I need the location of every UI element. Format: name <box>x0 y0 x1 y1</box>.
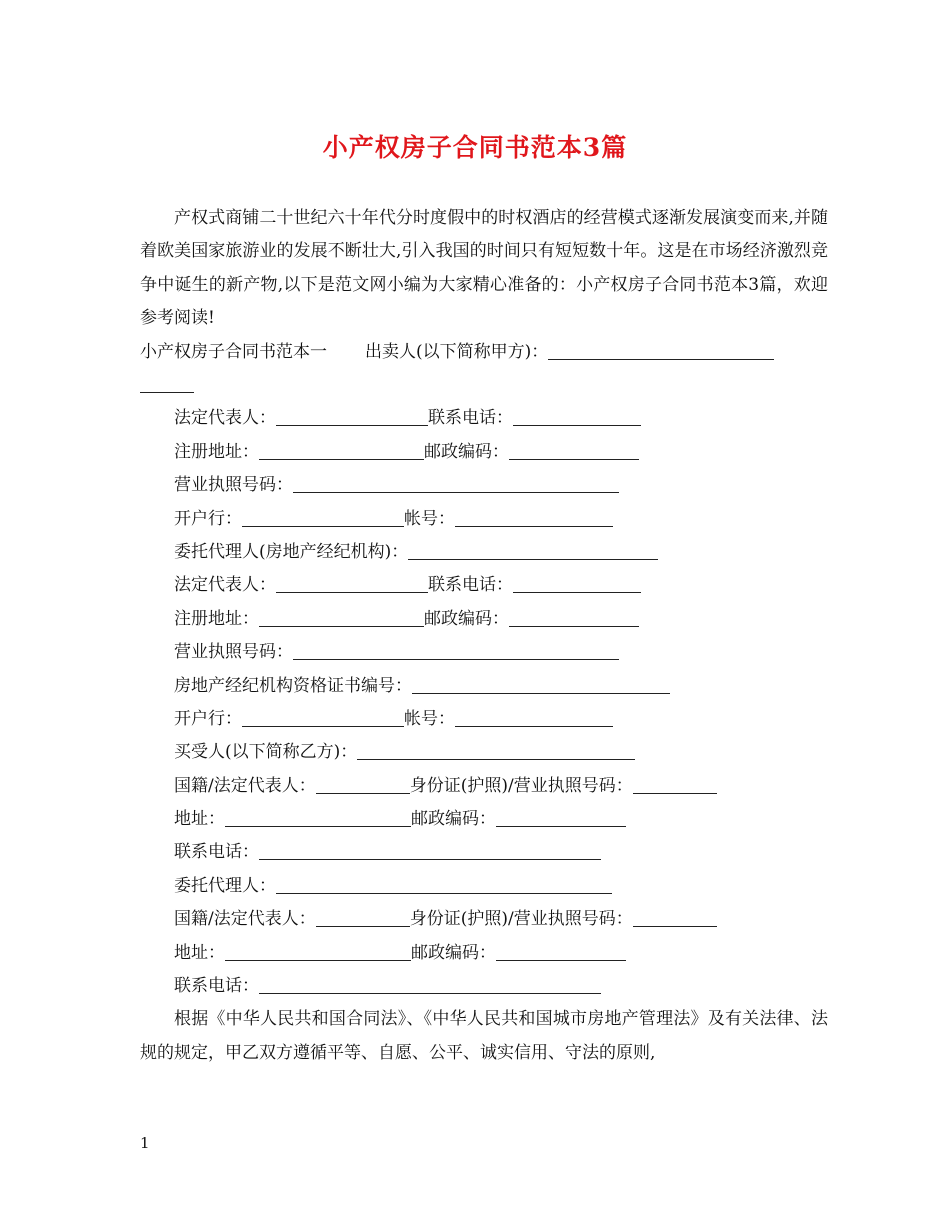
postcode-label: 邮政编码： <box>411 942 496 963</box>
phone-blank[interactable] <box>259 973 601 994</box>
seller-blank-continued[interactable] <box>140 372 194 393</box>
account-label: 帐号： <box>404 708 455 729</box>
account-blank[interactable] <box>455 706 613 727</box>
legal-rep-label: 法定代表人： <box>174 408 276 429</box>
id-no-label: 身份证(护照)/营业执照号码： <box>409 775 633 796</box>
address-label: 地址： <box>174 809 225 830</box>
nationality-rep-label: 国籍/法定代表人： <box>174 775 316 796</box>
seller-row <box>140 336 828 369</box>
phone-blank[interactable] <box>513 572 641 593</box>
buyer-agent-address-row <box>140 937 828 970</box>
postcode-label: 邮政编码： <box>411 809 496 830</box>
agent-org-label: 委托代理人(房地产经纪机构)： <box>174 541 409 562</box>
postcode-blank[interactable] <box>496 940 626 961</box>
seller-blank[interactable] <box>548 339 774 360</box>
buyer-phone-row <box>140 836 828 869</box>
bank-blank[interactable] <box>242 706 404 727</box>
account-label: 帐号： <box>404 508 455 529</box>
phone-blank[interactable] <box>513 405 641 426</box>
buyer-nationality-row <box>140 770 828 803</box>
bank-blank[interactable] <box>242 506 404 527</box>
seller-reg-address-row <box>140 436 828 469</box>
account-blank[interactable] <box>455 506 613 527</box>
buyer-agent-row <box>140 870 828 903</box>
postcode-blank[interactable] <box>509 439 639 460</box>
legal-rep-label: 法定代表人： <box>174 575 276 596</box>
phone-label: 联系电话： <box>174 976 259 997</box>
agent-cert-label: 房地产经纪机构资格证书编号： <box>174 675 412 696</box>
agent-label: 委托代理人： <box>174 875 276 896</box>
bank-label: 开户行： <box>174 708 242 729</box>
id-no-blank[interactable] <box>633 906 717 927</box>
address-blank[interactable] <box>225 940 411 961</box>
intro-paragraph: 产权式商铺二十世纪六十年代分时度假中的时权酒店的经营模式逐渐发展演变而来,并随着欧美国家旅游业的发展不断壮大,引入我国的时间只有短短数十年。这是在市场经济激烈竞争中诞生的新产物,以下是范文网小编为大家精心准备的：小产权房子合同书范本3篇，欢迎参考阅读! <box>140 208 828 329</box>
postcode-blank[interactable] <box>496 806 626 827</box>
seller-legal-rep-row <box>140 402 828 435</box>
address-blank[interactable] <box>225 806 411 827</box>
license-label: 营业执照号码： <box>174 642 293 663</box>
agent-cert-blank[interactable] <box>412 673 670 694</box>
nationality-rep-blank[interactable] <box>316 773 410 794</box>
postcode-label: 邮政编码： <box>424 608 509 629</box>
bank-label: 开户行： <box>174 508 242 529</box>
reg-address-label: 注册地址： <box>174 441 259 462</box>
agent-reg-address-row <box>140 603 828 636</box>
agent-bank-row <box>140 703 828 736</box>
id-no-label: 身份证(护照)/营业执照号码： <box>409 909 633 930</box>
reg-address-blank[interactable] <box>259 439 424 460</box>
reg-address-blank[interactable] <box>259 606 424 627</box>
seller-bank-row <box>140 503 828 536</box>
phone-blank[interactable] <box>259 839 601 860</box>
buyer-row <box>140 736 828 769</box>
legal-rep-blank[interactable] <box>276 405 428 426</box>
buyer-agent-nationality-row <box>140 903 828 936</box>
postcode-blank[interactable] <box>509 606 639 627</box>
seller-license-row <box>140 469 828 502</box>
agent-org-row <box>140 536 828 569</box>
license-label: 营业执照号码： <box>174 475 293 496</box>
buyer-address-row <box>140 803 828 836</box>
seller-label: 出卖人(以下简称甲方)： <box>365 341 549 362</box>
phone-label: 联系电话： <box>174 842 259 863</box>
page-number: 1 <box>140 1134 150 1152</box>
phone-label: 联系电话： <box>428 575 513 596</box>
reg-address-label: 注册地址： <box>174 608 259 629</box>
section-heading: 小产权房子合同书范本一 <box>140 341 327 362</box>
buyer-agent-phone-row <box>140 970 828 1003</box>
buyer-blank[interactable] <box>357 739 635 760</box>
address-label: 地址： <box>174 942 225 963</box>
document-body <box>140 202 828 1070</box>
agent-license-row <box>140 636 828 669</box>
agent-cert-row <box>140 670 828 703</box>
agent-org-blank[interactable] <box>408 539 658 560</box>
legal-rep-blank[interactable] <box>276 572 428 593</box>
nationality-rep-blank[interactable] <box>316 906 410 927</box>
postcode-label: 邮政编码： <box>424 441 509 462</box>
buyer-label: 买受人(以下简称乙方)： <box>174 742 358 763</box>
phone-label: 联系电话： <box>428 408 513 429</box>
agent-legal-rep-row <box>140 569 828 602</box>
license-blank[interactable] <box>293 639 619 660</box>
seller-blank-continued-row <box>140 369 828 402</box>
nationality-rep-label: 国籍/法定代表人： <box>174 909 316 930</box>
license-blank[interactable] <box>293 472 619 493</box>
document-title: 小产权房子合同书范本3篇 <box>322 133 628 162</box>
closing-paragraph: 根据《中华人民共和国合同法》、《中华人民共和国城市房地产管理法》及有关法律、法规的规定，甲乙双方遵循平等、自愿、公平、诚实信用、守法的原则, <box>140 1009 828 1063</box>
agent-blank[interactable] <box>276 873 612 894</box>
id-no-blank[interactable] <box>633 773 717 794</box>
